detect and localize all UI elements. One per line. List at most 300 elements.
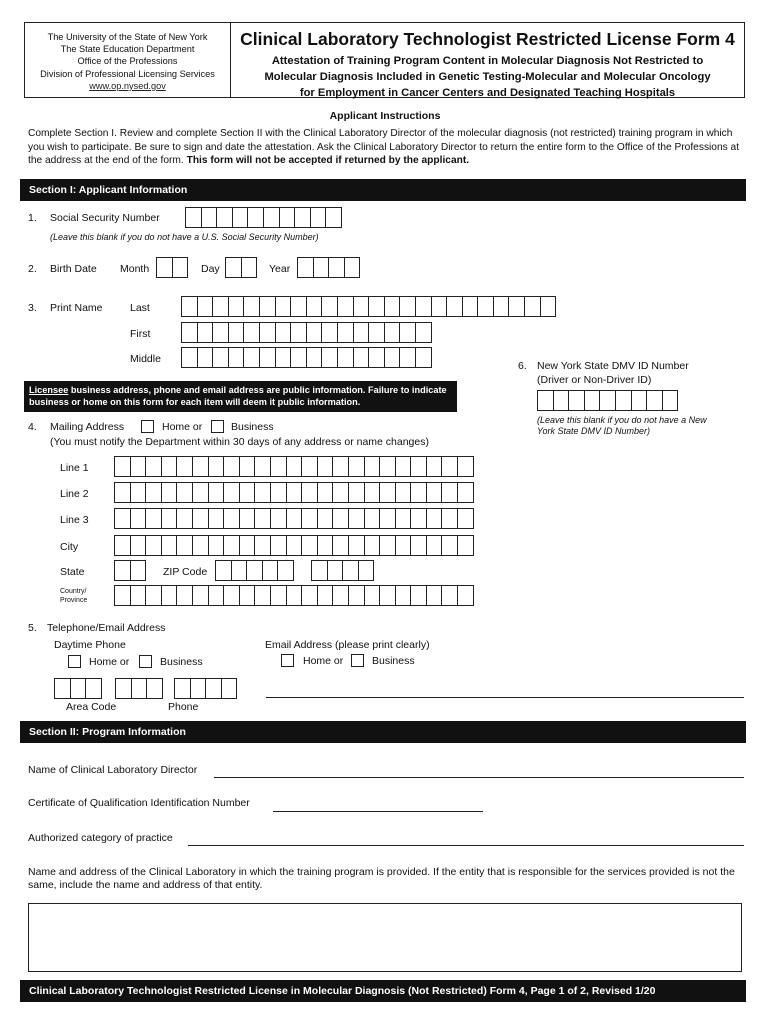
char-box[interactable] bbox=[114, 535, 131, 556]
section-1-header: Section I: Applicant Information bbox=[20, 179, 746, 201]
form-title: Clinical Laboratory Technologist Restricted License Form 4 bbox=[240, 29, 735, 49]
char-box[interactable] bbox=[410, 508, 427, 529]
certificate-input[interactable] bbox=[273, 811, 483, 812]
char-box[interactable] bbox=[176, 482, 193, 503]
char-box[interactable] bbox=[279, 207, 296, 228]
char-box[interactable] bbox=[395, 508, 412, 529]
char-box[interactable] bbox=[181, 296, 198, 317]
char-box[interactable] bbox=[327, 560, 344, 581]
char-box[interactable] bbox=[646, 390, 663, 411]
char-box[interactable] bbox=[145, 482, 162, 503]
char-box[interactable] bbox=[524, 296, 541, 317]
char-box[interactable] bbox=[246, 560, 263, 581]
phone-prefix-input[interactable] bbox=[115, 678, 162, 699]
char-box[interactable] bbox=[192, 535, 209, 556]
char-box[interactable] bbox=[208, 535, 225, 556]
char-box[interactable] bbox=[457, 482, 474, 503]
email-business-checkbox[interactable] bbox=[351, 654, 364, 667]
char-box[interactable] bbox=[332, 585, 349, 606]
char-box[interactable] bbox=[379, 508, 396, 529]
q5-number: 5. bbox=[28, 622, 37, 634]
char-box[interactable] bbox=[176, 535, 193, 556]
year-label: Year bbox=[269, 263, 291, 275]
licensee-link[interactable]: Licensee bbox=[29, 385, 69, 395]
zip-input[interactable] bbox=[215, 560, 293, 581]
char-box[interactable] bbox=[493, 296, 510, 317]
dmv-id-input[interactable] bbox=[537, 390, 677, 411]
char-box[interactable] bbox=[161, 535, 178, 556]
director-label: Name of Clinical Laboratory Director bbox=[28, 764, 198, 776]
char-box[interactable] bbox=[344, 257, 361, 278]
char-box[interactable] bbox=[321, 347, 338, 368]
char-box[interactable] bbox=[277, 560, 294, 581]
char-box[interactable] bbox=[441, 535, 458, 556]
state-input[interactable] bbox=[114, 560, 145, 581]
char-box[interactable] bbox=[317, 482, 334, 503]
char-box[interactable] bbox=[254, 508, 271, 529]
lab-address-textarea[interactable] bbox=[28, 903, 742, 972]
lab-address-instructions: Name and address of the Clinical Laboratory in which the training program is provided. If the entity that is responsible for the services provided is not the same, include the name and address of that entity. bbox=[28, 866, 735, 891]
char-box[interactable] bbox=[584, 390, 601, 411]
char-box[interactable] bbox=[321, 296, 338, 317]
char-box[interactable] bbox=[353, 296, 370, 317]
char-box[interactable] bbox=[399, 296, 416, 317]
char-box[interactable] bbox=[145, 456, 162, 477]
char-box[interactable] bbox=[297, 257, 314, 278]
q3-label: Print Name bbox=[50, 302, 103, 314]
char-box[interactable] bbox=[54, 678, 71, 699]
char-box[interactable] bbox=[321, 322, 338, 343]
char-box[interactable] bbox=[161, 508, 178, 529]
country-label bbox=[60, 587, 87, 605]
char-box[interactable] bbox=[254, 456, 271, 477]
char-box[interactable] bbox=[306, 347, 323, 368]
char-box[interactable] bbox=[223, 456, 240, 477]
subtitle-line: Attestation of Training Program Content in Molecular Diagnosis Not Restricted to bbox=[271, 55, 704, 67]
q4-number: 4. bbox=[28, 421, 37, 433]
char-box[interactable] bbox=[332, 535, 349, 556]
char-box[interactable] bbox=[259, 347, 276, 368]
char-box[interactable] bbox=[254, 482, 271, 503]
char-box[interactable] bbox=[399, 347, 416, 368]
city-input[interactable] bbox=[114, 535, 473, 556]
char-box[interactable] bbox=[208, 585, 225, 606]
char-box[interactable] bbox=[301, 535, 318, 556]
char-box[interactable] bbox=[172, 257, 189, 278]
middle-name-input[interactable] bbox=[181, 347, 431, 368]
mailing-home-checkbox[interactable] bbox=[141, 420, 154, 433]
public-notice-text: business address, phone and email address are public information. Failure to indicate business or home on this form for each item will deem it public information. bbox=[29, 385, 447, 407]
char-box[interactable] bbox=[130, 508, 147, 529]
char-box[interactable] bbox=[317, 508, 334, 529]
char-box[interactable] bbox=[181, 347, 198, 368]
char-box[interactable] bbox=[247, 207, 264, 228]
char-box[interactable] bbox=[181, 322, 198, 343]
char-box[interactable] bbox=[262, 560, 279, 581]
char-box[interactable] bbox=[192, 456, 209, 477]
char-box[interactable] bbox=[306, 296, 323, 317]
char-box[interactable] bbox=[208, 508, 225, 529]
char-box[interactable] bbox=[146, 678, 163, 699]
phone-business-label: Business bbox=[160, 656, 203, 668]
char-box[interactable] bbox=[239, 456, 256, 477]
char-box[interactable] bbox=[208, 456, 225, 477]
char-box[interactable] bbox=[254, 535, 271, 556]
char-box[interactable] bbox=[270, 456, 287, 477]
char-box[interactable] bbox=[441, 456, 458, 477]
char-box[interactable] bbox=[114, 456, 131, 477]
char-box[interactable] bbox=[441, 482, 458, 503]
char-box[interactable] bbox=[353, 322, 370, 343]
char-box[interactable] bbox=[114, 585, 131, 606]
char-box[interactable] bbox=[364, 482, 381, 503]
daytime-phone-label: Daytime Phone bbox=[54, 639, 126, 651]
char-box[interactable] bbox=[457, 508, 474, 529]
char-box[interactable] bbox=[477, 296, 494, 317]
char-box[interactable] bbox=[286, 535, 303, 556]
char-box[interactable] bbox=[114, 482, 131, 503]
first-name-label: First bbox=[130, 328, 151, 340]
form-subtitle bbox=[231, 53, 744, 101]
phone-line-input[interactable] bbox=[174, 678, 236, 699]
char-box[interactable] bbox=[228, 347, 245, 368]
char-box[interactable] bbox=[208, 482, 225, 503]
char-box[interactable] bbox=[212, 347, 229, 368]
char-box[interactable] bbox=[225, 257, 242, 278]
char-box[interactable] bbox=[508, 296, 525, 317]
char-box[interactable] bbox=[239, 508, 256, 529]
agency-website-link[interactable]: www.op.nysed.gov bbox=[89, 80, 166, 91]
char-box[interactable] bbox=[301, 482, 318, 503]
char-box[interactable] bbox=[410, 456, 427, 477]
char-box[interactable] bbox=[364, 456, 381, 477]
char-box[interactable] bbox=[379, 585, 396, 606]
char-box[interactable] bbox=[176, 508, 193, 529]
char-box[interactable] bbox=[145, 585, 162, 606]
address-line1-label: Line 1 bbox=[60, 462, 89, 474]
char-box[interactable] bbox=[348, 585, 365, 606]
char-box[interactable] bbox=[223, 508, 240, 529]
char-box[interactable] bbox=[232, 207, 249, 228]
char-box[interactable] bbox=[270, 585, 287, 606]
char-box[interactable] bbox=[212, 322, 229, 343]
public-info-notice bbox=[24, 381, 457, 412]
char-box[interactable] bbox=[231, 560, 248, 581]
char-box[interactable] bbox=[197, 322, 214, 343]
category-input[interactable] bbox=[188, 845, 744, 846]
char-box[interactable] bbox=[243, 296, 260, 317]
char-box[interactable] bbox=[415, 347, 432, 368]
agency-line: The University of the State of New York bbox=[47, 32, 208, 42]
ssn-input[interactable] bbox=[185, 207, 341, 228]
char-box[interactable] bbox=[221, 678, 238, 699]
char-box[interactable] bbox=[176, 456, 193, 477]
char-box[interactable] bbox=[410, 585, 427, 606]
country-input[interactable] bbox=[114, 585, 473, 606]
mailing-business-checkbox[interactable] bbox=[211, 420, 224, 433]
char-box[interactable] bbox=[311, 560, 328, 581]
char-box[interactable] bbox=[337, 296, 354, 317]
birth-month-input[interactable] bbox=[156, 257, 187, 278]
email-input[interactable] bbox=[266, 697, 744, 698]
month-label: Month bbox=[120, 263, 150, 275]
char-box[interactable] bbox=[259, 322, 276, 343]
char-box[interactable] bbox=[310, 207, 327, 228]
director-input[interactable] bbox=[214, 777, 744, 778]
char-box[interactable] bbox=[457, 535, 474, 556]
char-box[interactable] bbox=[379, 482, 396, 503]
char-box[interactable] bbox=[114, 560, 131, 581]
char-box[interactable] bbox=[426, 482, 443, 503]
char-box[interactable] bbox=[332, 508, 349, 529]
phone-business-checkbox[interactable] bbox=[139, 655, 152, 668]
char-box[interactable] bbox=[537, 390, 554, 411]
char-box[interactable] bbox=[114, 508, 131, 529]
char-box[interactable] bbox=[239, 535, 256, 556]
char-box[interactable] bbox=[384, 347, 401, 368]
char-box[interactable] bbox=[313, 257, 330, 278]
area-code-input[interactable] bbox=[54, 678, 101, 699]
last-name-label: Last bbox=[130, 302, 150, 314]
category-label: Authorized category of practice bbox=[28, 832, 173, 844]
char-box[interactable] bbox=[197, 296, 214, 317]
char-box[interactable] bbox=[364, 508, 381, 529]
char-box[interactable] bbox=[270, 508, 287, 529]
instructions-warning: This form will not be accepted if returned by the applicant. bbox=[186, 155, 470, 166]
char-box[interactable] bbox=[205, 678, 222, 699]
char-box[interactable] bbox=[85, 678, 102, 699]
char-box[interactable] bbox=[259, 296, 276, 317]
char-box[interactable] bbox=[161, 482, 178, 503]
char-box[interactable] bbox=[290, 347, 307, 368]
q1-note: (Leave this blank if you do not have a U.S. Social Security Number) bbox=[50, 232, 319, 242]
char-box[interactable] bbox=[337, 347, 354, 368]
char-box[interactable] bbox=[379, 535, 396, 556]
zip-label: ZIP Code bbox=[163, 566, 208, 578]
char-box[interactable] bbox=[395, 456, 412, 477]
email-label: Email Address (please print clearly) bbox=[265, 639, 430, 651]
section-2-header: Section II: Program Information bbox=[20, 721, 746, 743]
char-box[interactable] bbox=[275, 347, 292, 368]
char-box[interactable] bbox=[328, 257, 345, 278]
last-name-input[interactable] bbox=[181, 296, 555, 317]
char-box[interactable] bbox=[358, 560, 375, 581]
char-box[interactable] bbox=[364, 585, 381, 606]
char-box[interactable] bbox=[353, 347, 370, 368]
char-box[interactable] bbox=[286, 508, 303, 529]
char-box[interactable] bbox=[332, 482, 349, 503]
first-name-input[interactable] bbox=[181, 322, 431, 343]
char-box[interactable] bbox=[462, 296, 479, 317]
char-box[interactable] bbox=[395, 585, 412, 606]
char-box[interactable] bbox=[241, 257, 258, 278]
char-box[interactable] bbox=[216, 207, 233, 228]
char-box[interactable] bbox=[457, 456, 474, 477]
char-box[interactable] bbox=[631, 390, 648, 411]
char-box[interactable] bbox=[197, 347, 214, 368]
char-box[interactable] bbox=[228, 296, 245, 317]
char-box[interactable] bbox=[161, 456, 178, 477]
char-box[interactable] bbox=[599, 390, 616, 411]
char-box[interactable] bbox=[384, 296, 401, 317]
country-label-line: Country/ bbox=[60, 588, 87, 595]
char-box[interactable] bbox=[337, 322, 354, 343]
char-box[interactable] bbox=[223, 482, 240, 503]
char-box[interactable] bbox=[426, 535, 443, 556]
char-box[interactable] bbox=[415, 296, 432, 317]
email-business-label: Business bbox=[372, 655, 415, 667]
char-box[interactable] bbox=[263, 207, 280, 228]
q3-number: 3. bbox=[28, 302, 37, 314]
address-line3-label: Line 3 bbox=[60, 514, 89, 526]
char-box[interactable] bbox=[192, 482, 209, 503]
mailing-home-label: Home or bbox=[162, 421, 203, 433]
char-box[interactable] bbox=[399, 322, 416, 343]
char-box[interactable] bbox=[431, 296, 448, 317]
char-box[interactable] bbox=[275, 322, 292, 343]
phone-label: Phone bbox=[168, 701, 199, 713]
char-box[interactable] bbox=[161, 585, 178, 606]
q6-label: New York State DMV ID Number bbox=[537, 360, 689, 372]
char-box[interactable] bbox=[286, 456, 303, 477]
char-box[interactable] bbox=[192, 585, 209, 606]
char-box[interactable] bbox=[286, 585, 303, 606]
middle-name-label: Middle bbox=[130, 353, 161, 365]
char-box[interactable] bbox=[426, 456, 443, 477]
char-box[interactable] bbox=[286, 482, 303, 503]
char-box[interactable] bbox=[415, 322, 432, 343]
char-box[interactable] bbox=[145, 508, 162, 529]
agency-line: Office of the Professions bbox=[77, 56, 178, 67]
char-box[interactable] bbox=[348, 508, 365, 529]
char-box[interactable] bbox=[290, 296, 307, 317]
char-box[interactable] bbox=[317, 535, 334, 556]
address-line3-input[interactable] bbox=[114, 508, 473, 529]
char-box[interactable] bbox=[215, 560, 232, 581]
char-box[interactable] bbox=[446, 296, 463, 317]
char-box[interactable] bbox=[270, 535, 287, 556]
char-box[interactable] bbox=[441, 585, 458, 606]
birth-year-input[interactable] bbox=[297, 257, 359, 278]
zip-plus4-input[interactable] bbox=[311, 560, 373, 581]
char-box[interactable] bbox=[130, 482, 147, 503]
address-line2-input[interactable] bbox=[114, 482, 473, 503]
birth-day-input[interactable] bbox=[225, 257, 256, 278]
char-box[interactable] bbox=[223, 585, 240, 606]
char-box[interactable] bbox=[131, 678, 148, 699]
char-box[interactable] bbox=[239, 585, 256, 606]
char-box[interactable] bbox=[201, 207, 218, 228]
char-box[interactable] bbox=[306, 322, 323, 343]
char-box[interactable] bbox=[395, 482, 412, 503]
subtitle-line: for Employment in Cancer Centers and Designated Teaching Hospitals bbox=[299, 87, 676, 99]
char-box[interactable] bbox=[384, 322, 401, 343]
char-box[interactable] bbox=[426, 585, 443, 606]
char-box[interactable] bbox=[294, 207, 311, 228]
char-box[interactable] bbox=[156, 257, 173, 278]
char-box[interactable] bbox=[130, 585, 147, 606]
char-box[interactable] bbox=[243, 322, 260, 343]
char-box[interactable] bbox=[70, 678, 87, 699]
email-home-label: Home or bbox=[303, 655, 344, 667]
char-box[interactable] bbox=[368, 296, 385, 317]
subtitle-line: Molecular Diagnosis Included in Genetic Testing-Molecular and Molecular Oncology bbox=[264, 71, 711, 83]
char-box[interactable] bbox=[275, 296, 292, 317]
q2-label: Birth Date bbox=[50, 263, 97, 275]
q4-label: Mailing Address bbox=[50, 421, 125, 433]
char-box[interactable] bbox=[540, 296, 557, 317]
char-box[interactable] bbox=[301, 456, 318, 477]
char-box[interactable] bbox=[364, 535, 381, 556]
char-box[interactable] bbox=[317, 456, 334, 477]
char-box[interactable] bbox=[368, 347, 385, 368]
city-label: City bbox=[60, 541, 79, 553]
instructions-body bbox=[28, 127, 746, 168]
char-box[interactable] bbox=[243, 347, 260, 368]
instructions-text: Complete Section I. Review and complete Section II with the Clinical Laboratory Director of the molecular diagnosis (not restricted) training program in which you wish to participate. Be sure to sign and date the attestation. Ask the Clinical Laboratory Director to return the entire form to the Office of the Professions at the address at the end of the form. bbox=[28, 128, 740, 166]
char-box[interactable] bbox=[254, 585, 271, 606]
char-box[interactable] bbox=[410, 535, 427, 556]
q6-number: 6. bbox=[518, 360, 527, 372]
char-box[interactable] bbox=[368, 322, 385, 343]
certificate-label: Certificate of Qualification Identification Number bbox=[28, 797, 250, 809]
address-line2-label: Line 2 bbox=[60, 488, 89, 500]
char-box[interactable] bbox=[145, 535, 162, 556]
char-box[interactable] bbox=[441, 508, 458, 529]
char-box[interactable] bbox=[426, 508, 443, 529]
char-box[interactable] bbox=[348, 535, 365, 556]
q6-note: (Leave this blank if you do not have a New York State DMV ID Number) bbox=[537, 415, 707, 436]
char-box[interactable] bbox=[325, 207, 342, 228]
day-label: Day bbox=[201, 263, 220, 275]
char-box[interactable] bbox=[332, 456, 349, 477]
email-home-checkbox[interactable] bbox=[281, 654, 294, 667]
char-box[interactable] bbox=[176, 585, 193, 606]
char-box[interactable] bbox=[301, 508, 318, 529]
char-box[interactable] bbox=[192, 508, 209, 529]
char-box[interactable] bbox=[239, 482, 256, 503]
char-box[interactable] bbox=[190, 678, 207, 699]
char-box[interactable] bbox=[115, 678, 132, 699]
char-box[interactable] bbox=[228, 322, 245, 343]
char-box[interactable] bbox=[174, 678, 191, 699]
char-box[interactable] bbox=[270, 482, 287, 503]
char-box[interactable] bbox=[317, 585, 334, 606]
address-line1-input[interactable] bbox=[114, 456, 473, 477]
char-box[interactable] bbox=[290, 322, 307, 343]
char-box[interactable] bbox=[223, 535, 240, 556]
char-box[interactable] bbox=[615, 390, 632, 411]
char-box[interactable] bbox=[348, 482, 365, 503]
char-box[interactable] bbox=[553, 390, 570, 411]
char-box[interactable] bbox=[457, 585, 474, 606]
q5-label: Telephone/Email Address bbox=[47, 622, 166, 634]
char-box[interactable] bbox=[410, 482, 427, 503]
char-box[interactable] bbox=[662, 390, 679, 411]
char-box[interactable] bbox=[130, 456, 147, 477]
char-box[interactable] bbox=[301, 585, 318, 606]
char-box[interactable] bbox=[348, 456, 365, 477]
char-box[interactable] bbox=[185, 207, 202, 228]
char-box[interactable] bbox=[342, 560, 359, 581]
char-box[interactable] bbox=[568, 390, 585, 411]
char-box[interactable] bbox=[212, 296, 229, 317]
phone-home-checkbox[interactable] bbox=[68, 655, 81, 668]
char-box[interactable] bbox=[130, 560, 147, 581]
char-box[interactable] bbox=[130, 535, 147, 556]
char-box[interactable] bbox=[395, 535, 412, 556]
char-box[interactable] bbox=[379, 456, 396, 477]
